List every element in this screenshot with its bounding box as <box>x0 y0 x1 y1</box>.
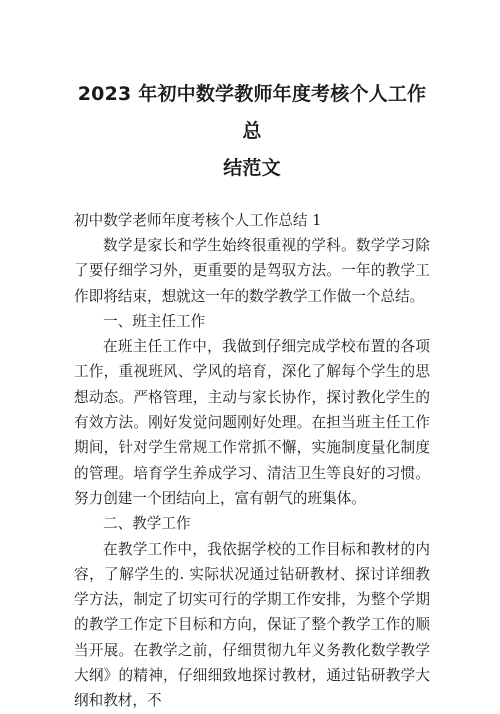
section-heading-homeroom: 一、班主任工作 <box>103 312 206 330</box>
intro-paragraph: 数学是家长和学生始终很重视的学科。数学学习除了要仔细学习外，更重要的是驾驭方法。一年的教学工作即将结束，想就这一年的数学教学工作做一个总结。 <box>74 237 430 305</box>
section-heading-teaching: 二、教学工作 <box>103 515 191 533</box>
document-subtitle: 初中数学老师年度考核个人工作总结 1 <box>74 212 322 229</box>
section-body-homeroom: 在班主任工作中，我做到仔细完成学校布置的各项工作，重视班风、学风的培育，深化了解每个学生的思想动态。严格管理，主动与家长协作，探讨教化学生的有效方法。刚好发觉问题刚好处理。在担当班主任工作期间，针对学生常规工作常抓不懈，实施制度量化制度的管理。培育学生养成学习、清洁卫生等良好的习惯。努力创建一个团结向上，富有朝气的班集体。 <box>74 338 430 507</box>
title-line-1: 2023 年初中数学教师年度考核个人工作总 <box>77 83 427 142</box>
section-body-teaching: 在教学工作中，我依据学校的工作目标和教材的内容，了解学生的. 实际状况通过钻研教材、探讨详细教学方法，制定了切实可行的学期工作安排，为整个学期的教学工作定下目标和方向，保证了整个教学工作的顺当开展。在教学之前，仔细贯彻九年义务教化数学教学大纲》的精神，仔细细致地探讨教材，通过钻研教学大纲和教材，不 <box>74 540 430 710</box>
title-line-2: 结范文 <box>223 157 281 179</box>
document-title <box>74 76 430 187</box>
